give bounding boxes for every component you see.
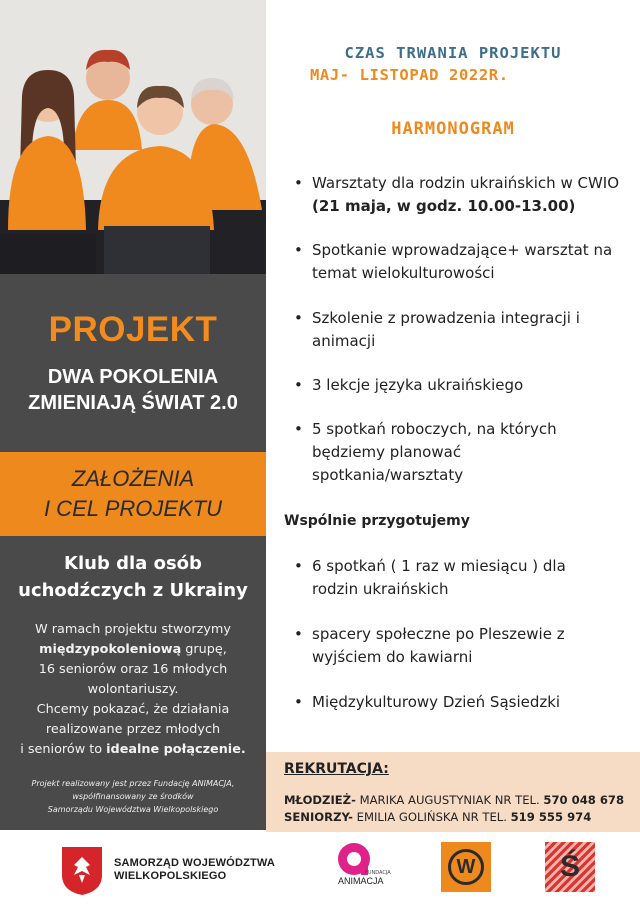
samorzad-logo-text: [114, 857, 275, 883]
funding-note: [4, 777, 262, 816]
club-heading: [0, 550, 266, 604]
together-item: [290, 691, 630, 714]
w-logo-letter: W: [456, 855, 476, 878]
recruitment-senior-text: EMILIA GOLIŃSKA NR TEL.: [352, 810, 511, 824]
schedule-item-text: 3 lekcje języka ukraińskiego: [312, 376, 524, 394]
goals-line2: I CEL PROJEKTU: [43, 496, 223, 521]
project-name-line2: ZMIENIAJĄ ŚWIAT 2.0: [28, 392, 238, 414]
project-heading: PROJEKT: [48, 310, 218, 349]
project-name-line1: DWA POKOLENIA: [47, 366, 219, 388]
schedule-item-text: 5 spotkań roboczych, na których będziemy planować spotkania/warsztaty: [312, 420, 557, 484]
recruitment-youth: [284, 793, 624, 807]
description-text: grupę,: [181, 642, 227, 657]
schedule-item-text: Warsztaty dla rodzin ukraińskich w CWIO: [312, 174, 620, 192]
people-photo-illustration: [0, 0, 266, 274]
w-logo: [441, 842, 491, 892]
recruitment-youth-label: MŁODZIEŻ-: [284, 793, 356, 807]
funding-note-line: współfinansowany ze środków: [72, 792, 194, 801]
description-line: wolontariuszy.: [87, 682, 179, 697]
schedule-item: [290, 172, 630, 218]
description-line: Chcemy pokazać, że działania: [36, 702, 230, 717]
description-bold: międzypokoleniową: [39, 642, 182, 657]
schedule-item: [290, 418, 592, 487]
animacja-small-text: FUNDACJA: [365, 870, 391, 876]
duration-dates: MAJ- LISTOPAD 2022R.: [310, 66, 509, 84]
project-photo: [0, 0, 266, 274]
schedule-list: [290, 172, 630, 487]
together-item: [290, 623, 602, 669]
description-line: [0, 740, 266, 760]
funding-note-line: Samorządu Województwa Wielkopolskiego: [47, 805, 219, 814]
schedule-item-text: Szkolenie z prowadzenia integracji i animacji: [312, 309, 580, 350]
recruitment-title: REKRUTACJA:: [284, 761, 389, 777]
together-item: [290, 555, 602, 601]
recruitment-senior-label: SENIORZY-: [284, 810, 353, 824]
schedule-item: [290, 374, 630, 397]
s-logo-letter: Ś: [559, 850, 580, 883]
club-line1: Klub dla osób: [64, 553, 202, 574]
together-item-text: spacery społeczne po Pleszewie z wyjściem do kawiarni: [312, 625, 565, 666]
funding-note-line: Projekt realizowany jest przez Fundację ANIMACJA,: [31, 779, 235, 788]
samorzad-line1: SAMORZĄD WOJEWÓDZTWA: [114, 857, 276, 869]
description-line: W ramach projektu stworzymy: [35, 622, 231, 637]
duration-title: CZAS TRWANIA PROJEKTU: [344, 44, 562, 62]
recruitment-senior: [284, 810, 591, 824]
schedule-title: HARMONOGRAM: [391, 119, 515, 139]
s-logo: [545, 842, 595, 892]
description-text: i seniorów to: [20, 742, 107, 757]
samorzad-line2: WIELKOPOLSKIEGO: [114, 870, 227, 882]
recruitment-youth-phone: 570 048 678: [543, 793, 625, 807]
schedule-item: [290, 307, 630, 353]
description-line: 16 seniorów oraz 16 młodych: [38, 662, 228, 677]
description-line: realizowane przez młodych: [45, 722, 221, 737]
coat-of-arms-icon: [60, 845, 104, 897]
schedule-item-bold: (21 maja, w godz. 10.00-13.00): [312, 197, 576, 215]
description-bold: idealne połączenie.: [106, 742, 246, 757]
recruitment-senior-phone: 519 555 974: [510, 810, 592, 824]
project-description: [0, 620, 266, 760]
together-label: Wspólnie przygotujemy: [284, 513, 470, 529]
together-item-text: 6 spotkań ( 1 raz w miesiącu ) dla rodzin ukraińskich: [312, 557, 566, 598]
schedule-item: [290, 239, 630, 285]
w-logo-circle: [448, 849, 484, 885]
goals-line1: ZAŁOŻENIA: [71, 466, 195, 491]
together-item-text: Międzykulturowy Dzień Sąsiedzki: [312, 693, 561, 711]
together-list: [290, 555, 630, 714]
description-line: [0, 640, 266, 660]
goals-banner: [0, 452, 266, 536]
schedule-item-text: Spotkanie wprowadzające+ warsztat na temat wielokulturowości: [312, 241, 613, 282]
recruitment-youth-text: MARIKA AUGUSTYNIAK NR TEL.: [355, 793, 544, 807]
animacja-label: ANIMACJA: [338, 876, 384, 886]
club-line2: uchodźczych z Ukrainy: [18, 580, 248, 601]
project-name: [0, 364, 266, 416]
